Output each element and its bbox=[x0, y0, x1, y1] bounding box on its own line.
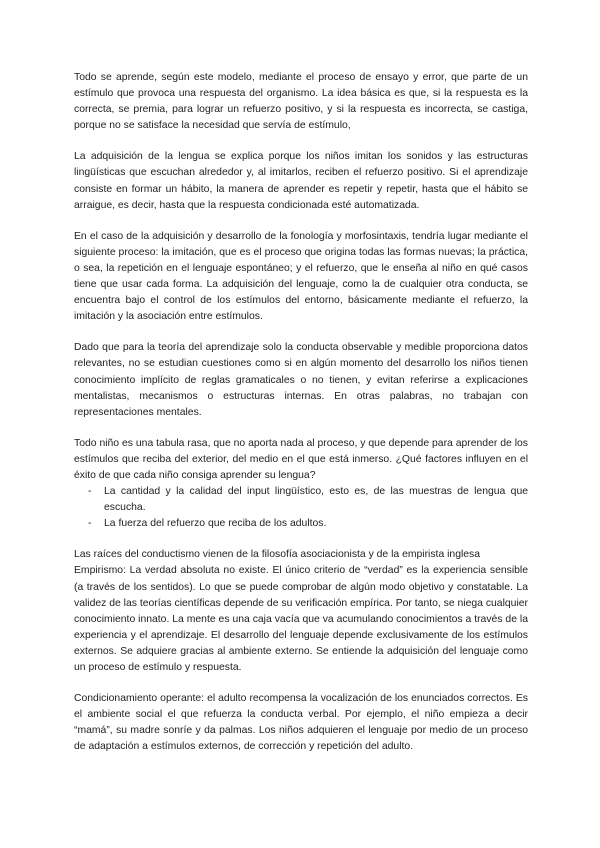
list-bullet: - bbox=[88, 486, 92, 498]
paragraph-tabula-rasa: Todo niño es una tabula rasa, que no aporta nada al proceso, y que depende para aprender de los estímulos que reciba del exterior, del medio en el que está inmerso. ¿Qué factores influyen en el éxito de que cada niño consiga aprender su lengua? bbox=[74, 437, 528, 481]
paragraph-teoria-aprendizaje: Dado que para la teoría del aprendizaje solo la conducta observable y medible proporciona datos relevantes, no se estudian cuestiones como si en algún momento del desarrollo los niños tienen conocimiento implícito de reglas gramaticales o no tienen, y evitan referirse a explicaciones mentalistas, mecanismos o estructuras internas. En otras palabras, no trabajan con representaciones mentales. bbox=[74, 342, 528, 418]
document-page bbox=[74, 70, 528, 770]
list-item bbox=[74, 484, 528, 516]
list-item-text: La fuerza del refuerzo que reciba de los adultos. bbox=[104, 518, 327, 530]
paragraph-adquisicion-lengua: La adquisición de la lengua se explica porque los niños imitan los sonidos y las estructuras lingüísticas que escuchan alrededor y, al imitarlos, reciben el refuerzo positivo. Si el aprendizaje consiste en formar un hábito, la manera de aprender es repetir y repetir, hasta que el hábito se arraigue, es decir, hasta que la respuesta condicionada esté automatizada. bbox=[74, 151, 528, 211]
paragraph-condicionamiento-operante: Condicionamiento operante: el adulto recompensa la vocalización de los enunciados correctos. Es el ambiente social el que refuerza la conducta verbal. Por ejemplo, el niño empieza a decir “mamá”, su madre sonríe y da palmas. Los niños adquieren el lenguaje por medio de un proceso de adaptación a estímulos externos, de corrección y repetición del adulto. bbox=[74, 693, 528, 753]
paragraph-empirismo: Empirismo: La verdad absoluta no existe. El único criterio de “verdad” es la experiencia sensible (a través de los sentidos). Lo que se puede comprobar de algún modo objetivo y constatable. La validez de las teorías científicas depende de su verificación empírica. Por tanto, se niega cualquier conocimiento innato. La mente es una caja vacía que va acumulando conocimientos a través de la experiencia y el aprendizaje. El desarrollo del lenguaje depende exclusivamente de los estímulos externos. Se adquiere gracias al ambiente externo. Se entiende la adquisición del lenguaje como un proceso de estímulo y respuesta. bbox=[74, 565, 528, 673]
paragraph-fonologia-morfosintaxis: En el caso de la adquisición y desarrollo de la fonología y morfosintaxis, tendría lugar mediante el siguiente proceso: la imitación, que es el proceso que origina todas las formas nuevas; la práctica, o sea, la repetición en el lenguaje espontáneo; y el refuerzo, que le enseña al niño en qué casos tiene que usar cada forma. La adquisición del lenguaje, como la de cualquier otra conducta, se encuentra bajo el control de los estímulos del entorno, básicamente mediante el refuerzo, la imitación y la asociación entre estímulos. bbox=[74, 230, 528, 323]
list-item-text: La cantidad y la calidad del input lingüístico, esto es, de las muestras de lengua que escucha. bbox=[104, 486, 528, 514]
factors-list bbox=[74, 484, 528, 532]
paragraph-ensayo-error: Todo se aprende, según este modelo, mediante el proceso de ensayo y error, que parte de un estímulo que provoca una respuesta del organismo. La idea básica es que, si la respuesta es la correcta, se premia, para lograr un refuerzo positivo, y si la respuesta es incorrecta, se castiga, porque no se satisface la necesidad que servía de estímulo, bbox=[74, 72, 528, 132]
conductismo-heading: Las raíces del conductismo vienen de la filosofía asociacionista y de la empirista inglesa bbox=[74, 549, 481, 561]
list-bullet: - bbox=[88, 518, 92, 530]
list-item bbox=[74, 516, 528, 532]
